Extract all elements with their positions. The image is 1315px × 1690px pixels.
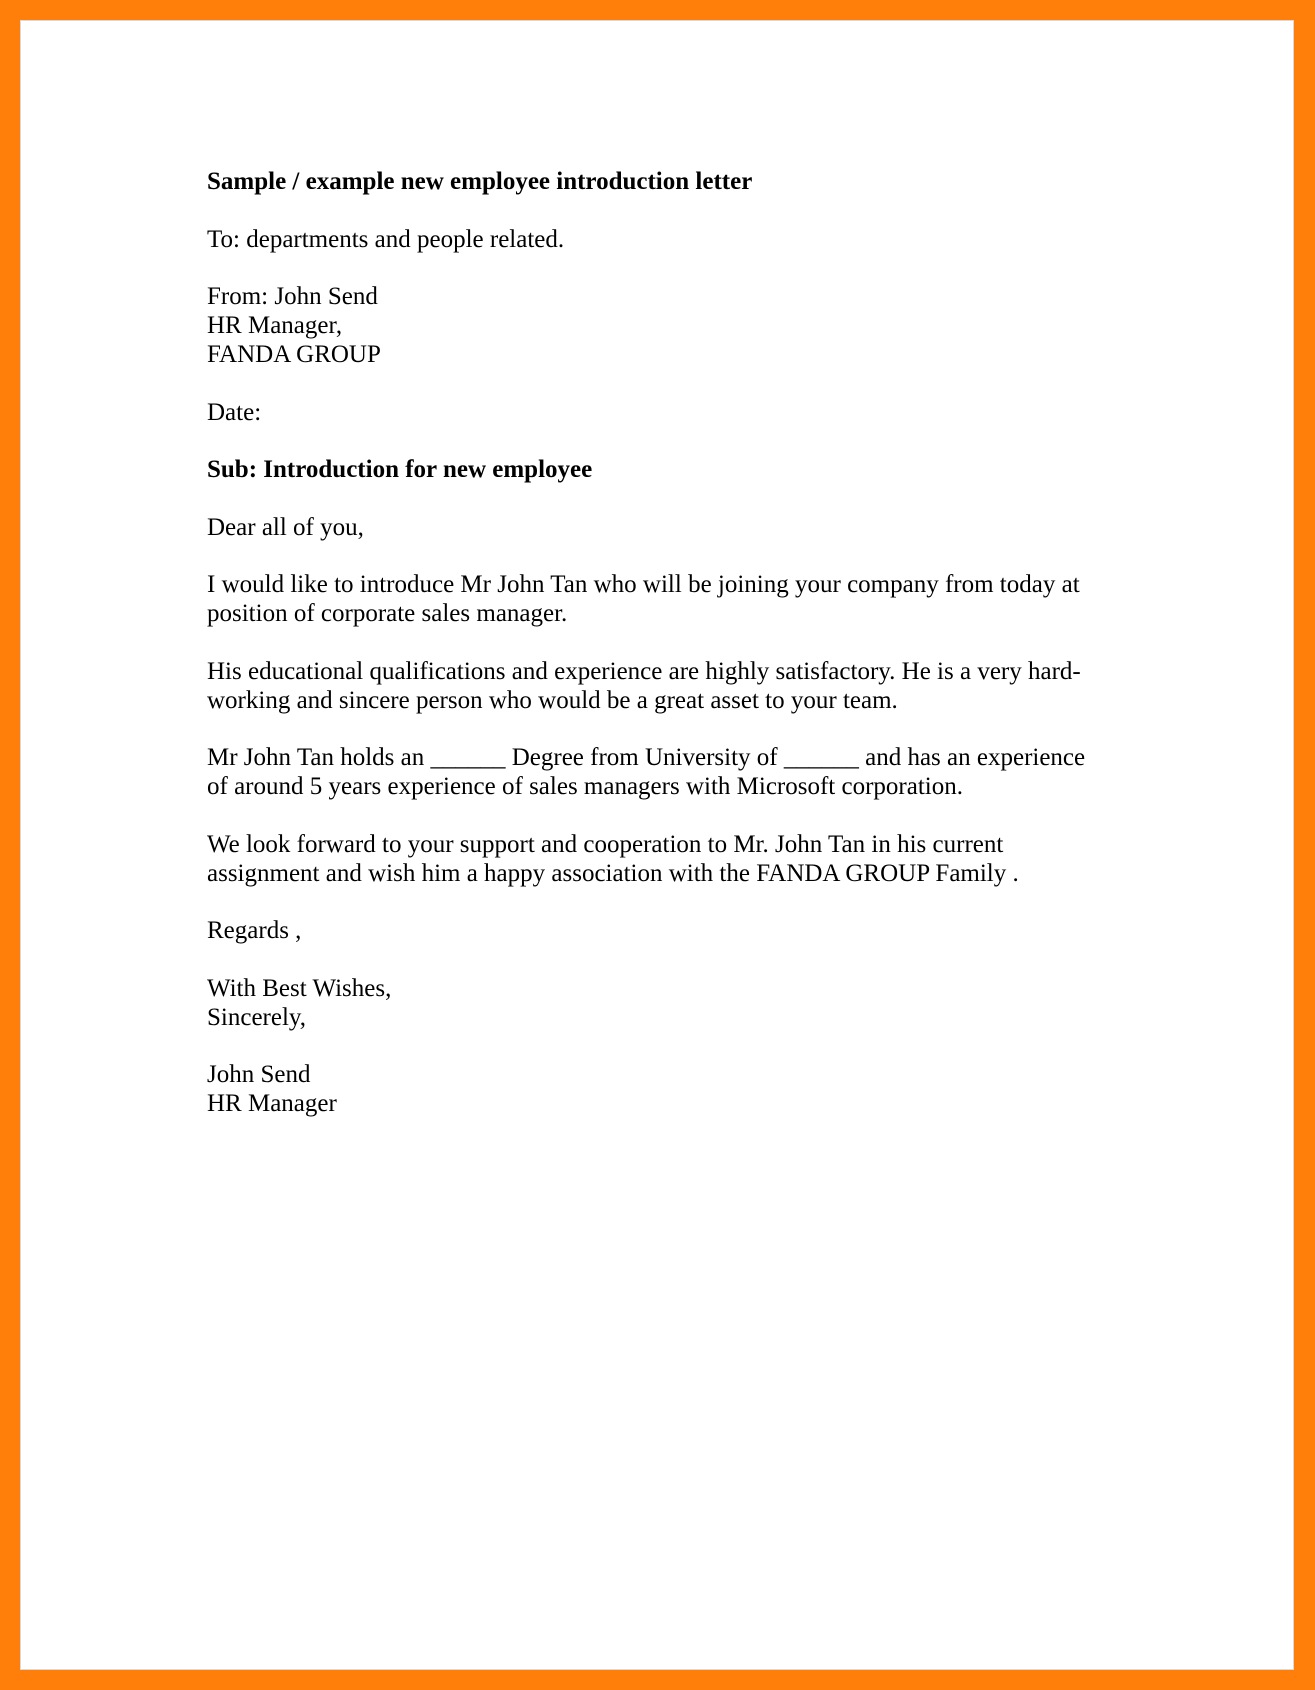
signature-block bbox=[207, 1060, 1127, 1118]
letter-body bbox=[207, 167, 1127, 1147]
closing-sincerely: Sincerely, bbox=[207, 1003, 307, 1031]
paragraph-line: of around 5 years experience of sales managers with Microsoft corporation. bbox=[207, 773, 963, 800]
paragraph-line: assignment and wish him a happy association with the FANDA GROUP Family . bbox=[207, 859, 1019, 887]
recipient-line: To: departments and people related. bbox=[207, 225, 565, 253]
signature-role: HR Manager bbox=[207, 1090, 337, 1117]
paragraph-line: I would like to introduce Mr John Tan who will be joining your company from today at bbox=[207, 571, 1080, 598]
closing-wishes: With Best Wishes, bbox=[207, 974, 392, 1002]
signature-name: John Send bbox=[207, 1061, 311, 1088]
sender-company: FANDA GROUP bbox=[207, 341, 381, 368]
paragraph-line: Mr John Tan holds an ______ Degree from University of ______ and has an experience bbox=[207, 744, 1086, 771]
subject-line: Sub: Introduction for new employee bbox=[207, 456, 593, 483]
salutation: Dear all of you, bbox=[207, 513, 364, 541]
paragraph bbox=[207, 830, 1127, 888]
sender-role: HR Manager, bbox=[207, 312, 343, 339]
paragraph-line: working and sincere person who would be a great asset to your team. bbox=[207, 686, 898, 714]
paragraph-line: position of corporate sales manager. bbox=[207, 600, 568, 627]
paragraph-line: We look forward to your support and cooperation to Mr. John Tan in his current bbox=[207, 830, 1004, 858]
date-line: Date: bbox=[207, 398, 262, 426]
sender-name: From: John Send bbox=[207, 283, 378, 310]
paragraph bbox=[207, 570, 1127, 628]
letter-title: Sample / example new employee introduction letter bbox=[207, 168, 753, 195]
regards-line: Regards , bbox=[207, 917, 302, 944]
paragraph bbox=[207, 657, 1127, 715]
closing-block bbox=[207, 974, 1127, 1032]
paragraph-line: His educational qualifications and experience are highly satisfactory. He is a very hard- bbox=[207, 657, 1081, 685]
paragraph bbox=[207, 743, 1127, 801]
letter-page bbox=[20, 20, 1294, 1670]
sender-block bbox=[207, 282, 1127, 369]
